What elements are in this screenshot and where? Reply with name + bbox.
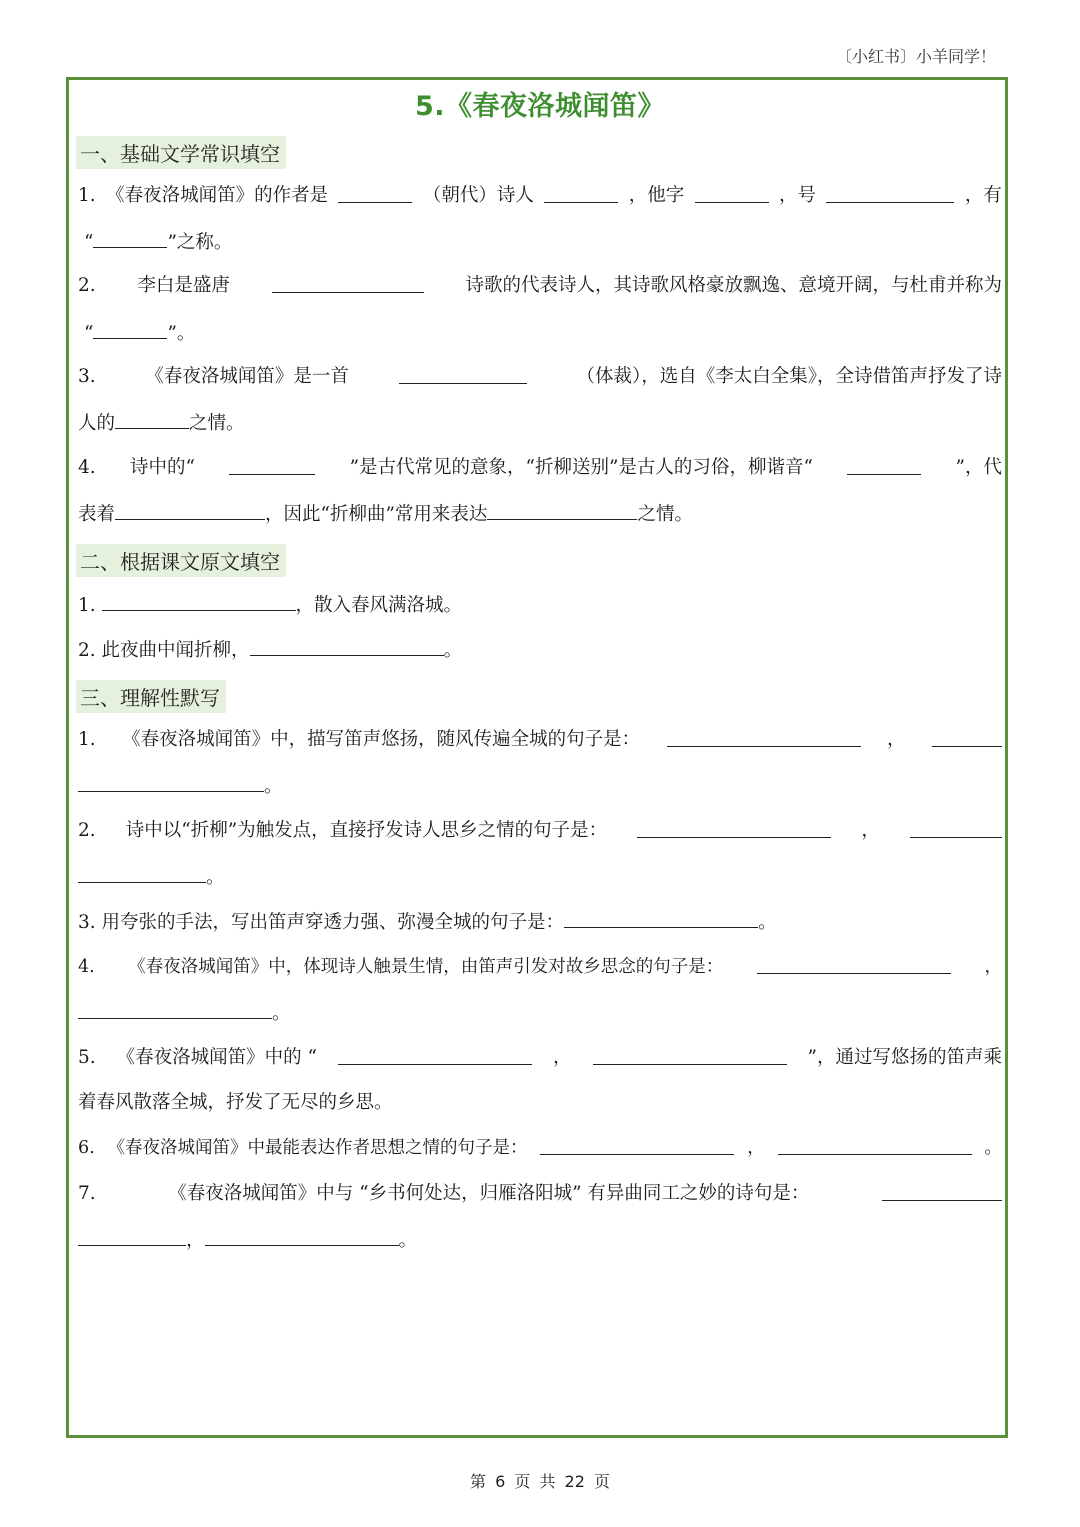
blank[interactable] [102, 592, 296, 611]
blank[interactable] [637, 819, 831, 838]
s1-q3-line2: 人的 之情。 [78, 410, 1002, 436]
blank[interactable] [932, 728, 1002, 747]
header-note: 〔小红书〕小羊同学！ [835, 47, 996, 66]
blank[interactable] [115, 501, 265, 520]
blank[interactable] [93, 229, 167, 248]
s3-q4-line2: 。 [78, 1000, 1002, 1026]
blank[interactable] [338, 1046, 532, 1065]
s3-q4-line1: 4. 《春夜洛城闻笛》中，体现诗人触景生情，由笛声引发对故乡思念的句子是： ， [78, 957, 1002, 977]
blank[interactable] [78, 1000, 272, 1019]
page-title: 5.《春夜洛城闻笛》 [414, 91, 666, 122]
blank[interactable] [910, 819, 1002, 838]
blank[interactable] [115, 410, 189, 429]
section-heading-comprehension: 三、理解性默写 [76, 680, 226, 713]
s3-q6: 6. 《春夜洛城闻笛》中最能表达作者思想之情的句子是： ， 。 [78, 1138, 1002, 1158]
blank[interactable] [667, 728, 861, 747]
s1-q4-line2: 表着 ，因此“折柳曲”常用来表达 之情。 [78, 501, 1002, 527]
s1-q2-line1: 2. 李白是盛唐 诗歌的代表诗人，其诗歌风格豪放飘逸、意境开阔，与杜甫并称为 [78, 275, 1002, 296]
section-heading-basic-knowledge: 一、基础文学常识填空 [76, 136, 286, 169]
blank[interactable] [78, 1227, 186, 1246]
blank[interactable] [93, 320, 167, 339]
page-number: 第 6 页 共 22 页 [470, 1472, 610, 1491]
blank[interactable] [205, 1227, 399, 1246]
s3-q5-line1: 5. 《春夜洛城闻笛》中的 “ ， ”，通过写悠扬的笛声乘 [78, 1047, 1002, 1068]
blank[interactable] [826, 184, 954, 203]
s1-q3-line1: 3. 《春夜洛城闻笛》是一首 （体裁），选自《李太白全集》，全诗借笛声抒发了诗 [78, 366, 1002, 387]
blank[interactable] [250, 637, 444, 656]
s1-q1-line2: “ ”之称。 [84, 229, 1008, 255]
s3-q2-line2: 。 [78, 864, 1002, 890]
blank[interactable] [338, 184, 412, 203]
blank[interactable] [695, 184, 769, 203]
s1-q4-line1: 4. 诗中的“ ”是古代常见的意象，“折柳送别”是古人的习俗，柳谐音“ ”，代 [78, 457, 1002, 478]
section-heading-original-text: 二、根据课文原文填空 [76, 544, 286, 577]
s2-q1: 1. ，散入春风满洛城。 [78, 592, 1002, 618]
blank[interactable] [882, 1182, 1002, 1201]
blank[interactable] [847, 456, 921, 475]
blank[interactable] [78, 773, 264, 792]
blank[interactable] [399, 365, 527, 384]
s3-q5-line2: 着春风散落全城，抒发了无尽的乡思。 [78, 1092, 393, 1113]
s2-q2: 2. 此夜曲中闻折柳， 。 [78, 637, 1002, 663]
blank[interactable] [544, 184, 618, 203]
s1-q1-line1: 1. 《春夜洛城闻笛》的作者是 （朝代）诗人 ，他字 ，号 ，有 [78, 185, 1002, 206]
s3-q2-line1: 2. 诗中以“折柳”为触发点，直接抒发诗人思乡之情的句子是： ， [78, 819, 1002, 843]
blank[interactable] [229, 456, 315, 475]
blank[interactable] [757, 955, 951, 974]
blank[interactable] [593, 1046, 787, 1065]
blank[interactable] [778, 1136, 972, 1155]
blank[interactable] [540, 1136, 734, 1155]
s3-q1-line1: 1. 《春夜洛城闻笛》中，描写笛声悠扬，随风传遍全城的句子是： ， [78, 728, 1002, 752]
blank[interactable] [487, 501, 637, 520]
s3-q3: 3. 用夸张的手法，写出笛声穿透力强、弥漫全城的句子是： 。 [78, 909, 1002, 935]
s3-q7-line1: 7. 《春夜洛城闻笛》中与 “乡书何处达，归雁洛阳城” 有异曲同工之妙的诗句是： [78, 1182, 1002, 1206]
blank[interactable] [564, 909, 758, 928]
s3-q7-line2: ， 。 [78, 1227, 1002, 1253]
blank[interactable] [78, 864, 206, 883]
blank[interactable] [272, 274, 424, 293]
s3-q1-line2: 。 [78, 773, 1002, 799]
s1-q2-line2: “ ”。 [84, 320, 1008, 346]
